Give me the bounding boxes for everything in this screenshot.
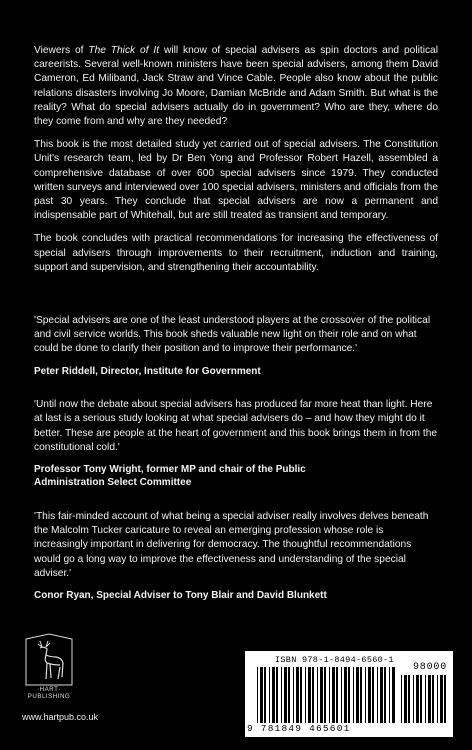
publisher-website[interactable]: www.hartpub.co.uk [22,712,99,722]
endorsement-attribution: Professor Tony Wright, former MP and chair of the Public Administration Select Committee [34,463,306,489]
blurb-paragraph-1 [34,44,438,129]
endorsement-text: 'This fair-minded account of what being a special adviser really involves delves beneath the Malcolm Tucker caricature to reveal an emerging profession whose role is increasingly important in delivering for democracy. The thoughtful recommendations would go a long way to improve the effectiveness and understanding of the special adviser.' [34,510,429,579]
price-code: 98000 [412,662,447,673]
endorsement-text: 'Until now the debate about special advisers has produced far more heat than light. Here at last is a serious study looking at what special advisers do – and how they might do it better. These are people at the heart of government and this book brings them in from the constitutional cold.' [34,399,438,453]
endorsement-attribution: Peter Riddell, Director, Institute for Government [34,365,261,377]
blurb-text: Viewers of [34,45,89,56]
hart-stag-logo [20,633,78,717]
show-title: The Thick of It [88,45,160,56]
endorsements [34,314,438,622]
publisher-name-line: PUBLISHING [27,693,71,700]
isbn-barcode [245,651,453,737]
barcode-number: 9 781849 465601 [247,723,351,734]
back-cover-blurb [34,44,438,284]
publisher-name [20,686,78,700]
blurb-text: will know of special advisers as spin doctors and political careerists. Several well-known ministers have been special advisers, among them David Cameron, Ed Miliband, Jack Straw and Vince Cable. People also know about the public relations disasters involving Jo Moore, Damian McBride and Adam Smith. But what is the reality? What do special advisers actually do in government? Who are they, where do they come from and why are they needed? [34,45,438,128]
endorsement-attribution: Conor Ryan, Special Adviser to Tony Blair and David Blunkett [34,589,327,601]
blurb-paragraph-3: The book concludes with practical recommendations for increasing the effectiveness of special advisers through improvements to their recruitment, induction and training, support and supervision, and strengthening their accountability. [34,233,438,273]
endorsement [34,314,438,378]
endorsement [34,398,438,490]
endorsement [34,510,438,603]
isbn-text: ISBN 978-1-8494-6560-1 [275,655,394,665]
blurb-paragraph-2: This book is the most detailed study yet carried out of special advisers. The Constitution Unit's research team, led by Dr Ben Yong and Professor Robert Hazell, assembled a comprehensive database of over 600 special advisers since 1979. They conducted written surveys and interviewed over 100 special advisers, ministers and officials from the past 30 years. They conclude that special advisers are now a permanent and indispensable part of Whitehall, but are still treated as transient and temporary. [34,139,438,222]
endorsement-text: 'Special advisers are one of the least understood players at the crossover of the political and civil service worlds. This book sheds valuable new light on their role and on what could be done to clarify their position and to improve their performance.' [34,315,431,355]
publisher-name-line: ·HART· [37,686,61,693]
